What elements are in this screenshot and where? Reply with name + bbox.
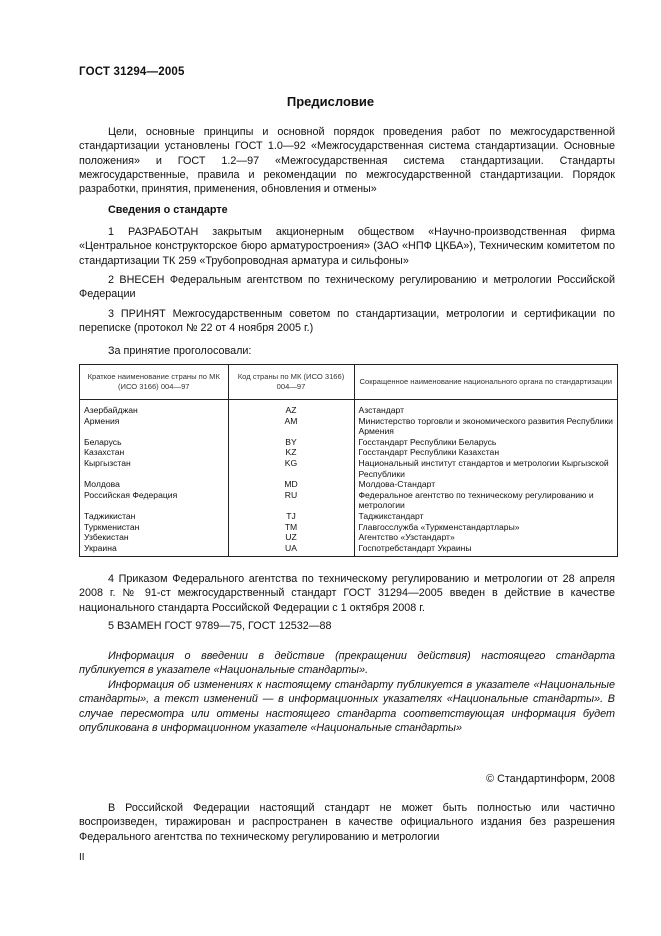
table-row	[80, 511, 617, 522]
body-cell: Таджикстандарт	[354, 511, 617, 522]
item-4-text: 4 Приказом Федерального агентства по техническому регулированию и метрологии от 28 апреля 2008 г. № 91-ст межгосударственный стандарт ГОСТ 31294—2005 введен в действие в качестве национального стандарта Российской Федерации с 1 октября 2008 г.	[79, 573, 615, 614]
col-code-header: Код страны по МК (ИСО 3166) 004—97	[228, 365, 354, 400]
country-cell: Таджикистан	[84, 510, 136, 521]
item-2	[79, 273, 615, 302]
document-code: ГОСТ 31294—2005	[79, 66, 185, 78]
body-cell: Госстандарт Республики Беларусь	[354, 437, 617, 448]
body-cell: Госпотребстандарт Украины	[354, 543, 617, 557]
code-cell: RU	[228, 490, 354, 511]
country-cell: Российская Федерация	[84, 489, 178, 500]
notice-2	[79, 678, 615, 735]
code-cell: TM	[228, 522, 354, 533]
body-cell: Федеральное агентство по техническому регулированию и метрологии	[354, 490, 617, 511]
table-row	[80, 447, 617, 458]
table-row	[80, 458, 617, 479]
table-row	[80, 490, 617, 511]
table-row	[80, 532, 617, 543]
item-1-text: 1 РАЗРАБОТАН закрытым акционерным обществом «Научно-производственная фирма «Центральное конструкторское бюро арматуростроения» (ЗАО «НПФ ЦКБА»), Техническим комитетом по стандартизации ТК 259 «Трубопроводная арматура и сильфоны»	[79, 226, 615, 267]
body-cell: Главгосслужба «Туркменстандартлары»	[354, 522, 617, 533]
country-cell: Кыргызстан	[84, 457, 131, 468]
item-2-text: 2 ВНЕСЕН Федеральным агентством по техническому регулированию и метрологии Российской Федерации	[79, 274, 615, 301]
country-cell: Беларусь	[84, 436, 122, 447]
body-cell: Агентство «Узстандарт»	[354, 532, 617, 543]
col-body-header: Сокращенное наименование национального органа по стандартизации	[354, 365, 617, 400]
body-cell: Национальный институт стандартов и метрологии Кыргызской Республики	[354, 458, 617, 479]
voted-label: За принятие проголосовали:	[108, 345, 252, 357]
table-row	[80, 479, 617, 490]
code-cell: AM	[228, 416, 354, 437]
country-cell: Казахстан	[84, 447, 125, 458]
item-5: 5 ВЗАМЕН ГОСТ 9789—75, ГОСТ 12532—88	[108, 620, 332, 632]
code-cell: MD	[228, 479, 354, 490]
code-cell: AZ	[228, 400, 354, 416]
item-1	[79, 225, 615, 268]
code-cell: TJ	[228, 511, 354, 522]
body-cell: Министерство торговли и экономического развития Республики Армения	[354, 416, 617, 437]
notice-2-text: Информация об изменениях к настоящему стандарту публикуется в указателе «Национальные стандарты», а текст изменений — в информационных указателях «Национальные стандарты». В случае пересмотра или отмены настоящего стандарта соответствующая информация будет опубликована в информационном указателе «Национальные стандарты»	[79, 679, 615, 734]
intro-text: Цели, основные принципы и основной порядок проведения работ по межгосударственной стандартизации установлены ГОСТ 1.0—92 «Межгосударственная система стандартизации. Основные положения» и ГОСТ 1.2—97 «Межгосударственная система стандартизации. Стандарты межгосударственные, правила и рекомендации по межгосударственной стандартизации. Порядок разработки, принятия, применения, обновления и отмены»	[79, 126, 615, 196]
country-cell: Азербайджан	[84, 405, 138, 415]
country-cell: Армения	[84, 415, 120, 426]
item-3-text: 3 ПРИНЯТ Межгосударственным советом по стандартизации, метрологии и сертификации по переписке (протокол № 22 от 4 ноября 2005 г.)	[79, 308, 615, 335]
table-row	[80, 522, 617, 533]
col-country-header: Краткое наименование страны по МК (ИСО 3166) 004—97	[80, 365, 228, 400]
page-title: Предисловие	[286, 94, 375, 109]
body-cell: Госстандарт Республики Казахстан	[354, 447, 617, 458]
country-cell: Узбекистан	[84, 532, 129, 543]
item-4	[79, 572, 615, 615]
legal-notice	[79, 801, 615, 844]
body-cell: Молдова-Стандарт	[354, 479, 617, 490]
table-header-row	[80, 365, 617, 400]
table-row	[80, 437, 617, 448]
table-row	[80, 400, 617, 416]
table-row	[80, 543, 617, 557]
country-cell: Туркменистан	[84, 521, 140, 532]
item-3	[79, 307, 615, 336]
body-cell: Азстандарт	[354, 400, 617, 416]
code-cell: UZ	[228, 532, 354, 543]
code-cell: KG	[228, 458, 354, 479]
notice-1-text: Информация о введении в действие (прекращении действия) настоящего стандарта публикуется в указателе «Национальные стандарты».	[79, 650, 615, 677]
copyright: © Стандартинформ, 2008	[486, 773, 615, 785]
legal-text: В Российской Федерации настоящий стандарт не может быть полностью или частично воспроизведен, тиражирован и распространен в качестве официального издания без разрешения Федерального агентства по техническому регулированию и метрологии	[79, 802, 615, 843]
intro-paragraph	[79, 125, 615, 196]
country-cell: Молдова	[84, 479, 120, 490]
page-number: II	[79, 852, 85, 863]
notice-1	[79, 649, 615, 678]
code-cell: UA	[228, 543, 354, 557]
country-cell: Украина	[84, 542, 117, 553]
info-heading: Сведения о стандарте	[108, 204, 228, 216]
table-row	[80, 416, 617, 437]
code-cell: KZ	[228, 447, 354, 458]
voting-table	[79, 364, 618, 557]
code-cell: BY	[228, 437, 354, 448]
